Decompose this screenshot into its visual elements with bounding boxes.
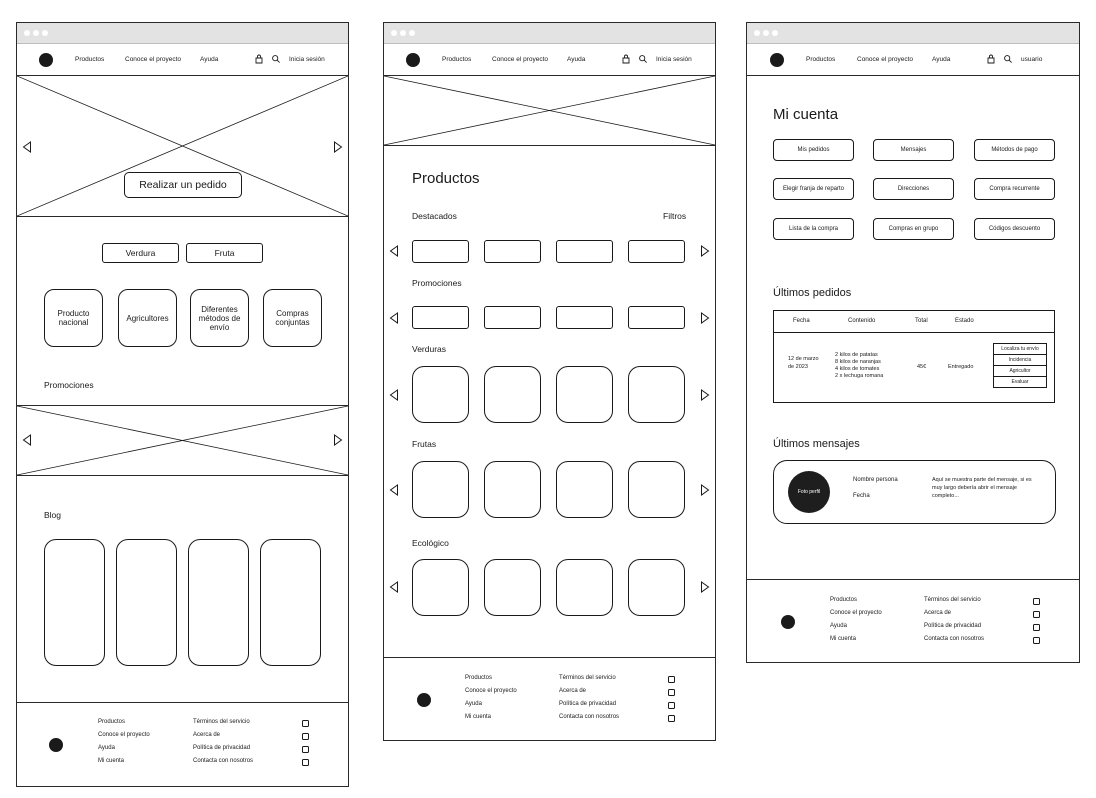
navbar bbox=[384, 44, 715, 76]
arrow-right-icon[interactable] bbox=[700, 245, 710, 257]
logo[interactable] bbox=[770, 53, 784, 67]
bag-icon[interactable] bbox=[254, 54, 264, 64]
product-card[interactable] bbox=[484, 559, 541, 616]
checkbox-icon[interactable] bbox=[1033, 611, 1040, 618]
profile-photo bbox=[788, 471, 830, 513]
feature-card[interactable]: Agricultores bbox=[118, 289, 177, 347]
footer-link-about[interactable]: Acerca de bbox=[559, 688, 587, 694]
footer-link-help[interactable]: Ayuda bbox=[465, 701, 482, 707]
track-shipment-button[interactable]: Localiza tu envío bbox=[993, 343, 1047, 355]
footer-link-about[interactable]: Acerca de bbox=[193, 732, 221, 738]
footer-link-project[interactable]: Conoce el proyecto bbox=[465, 688, 517, 694]
header-total: Total bbox=[915, 318, 928, 324]
checkbox-icon[interactable] bbox=[302, 759, 309, 766]
checkbox-icon[interactable] bbox=[302, 720, 309, 727]
product-card[interactable] bbox=[628, 559, 685, 616]
product-item[interactable] bbox=[628, 306, 685, 329]
order-actions bbox=[993, 343, 1047, 388]
message-date: Fecha bbox=[853, 493, 870, 499]
nav-products[interactable]: Productos bbox=[75, 56, 105, 63]
account-option-button[interactable]: Mensajes bbox=[873, 139, 954, 161]
arrow-left-icon[interactable] bbox=[389, 312, 399, 324]
page-title: Productos bbox=[412, 170, 480, 187]
footer-logo bbox=[417, 693, 431, 707]
product-card[interactable] bbox=[484, 461, 541, 518]
product-item[interactable] bbox=[484, 240, 541, 263]
filter-vegetable-button[interactable]: Verdura bbox=[102, 243, 179, 263]
account-option-button[interactable]: Mis pedidos bbox=[773, 139, 854, 161]
organic-heading: Ecológico bbox=[412, 538, 449, 548]
footer bbox=[17, 702, 348, 787]
arrow-right-icon[interactable] bbox=[700, 484, 710, 496]
window-dot[interactable] bbox=[400, 30, 406, 36]
checkbox-icon[interactable] bbox=[1033, 598, 1040, 605]
window-dot[interactable] bbox=[391, 30, 397, 36]
product-card[interactable] bbox=[628, 461, 685, 518]
products-window bbox=[383, 22, 716, 741]
order-item: 2 x lechuga romana bbox=[835, 373, 884, 379]
footer-link-account[interactable]: Mi cuenta bbox=[98, 758, 125, 764]
window-dot[interactable] bbox=[33, 30, 39, 36]
footer bbox=[747, 579, 1079, 663]
arrow-left-icon[interactable] bbox=[22, 434, 32, 446]
order-item: 8 kilos de naranjas bbox=[835, 359, 881, 365]
footer-link-products[interactable]: Productos bbox=[830, 597, 858, 603]
arrow-left-icon[interactable] bbox=[389, 389, 399, 401]
order-status: Entregado bbox=[948, 364, 974, 370]
checkbox-icon[interactable] bbox=[302, 746, 309, 753]
feature-card[interactable]: Compras conjuntas bbox=[263, 289, 322, 347]
product-item[interactable] bbox=[628, 240, 685, 263]
promotions-heading: Promociones bbox=[412, 278, 462, 288]
arrow-left-icon[interactable] bbox=[389, 581, 399, 593]
arrow-left-icon[interactable] bbox=[22, 141, 32, 153]
home-window bbox=[16, 22, 349, 787]
arrow-right-icon[interactable] bbox=[700, 389, 710, 401]
product-item[interactable] bbox=[412, 306, 469, 329]
search-icon[interactable] bbox=[271, 54, 281, 64]
account-option-button[interactable]: Métodos de pago bbox=[974, 139, 1055, 161]
footer bbox=[384, 657, 715, 741]
blog-card[interactable] bbox=[188, 539, 249, 666]
footer-link-privacy[interactable]: Política de privacidad bbox=[559, 701, 617, 707]
account-option-button[interactable]: Códigos descuento bbox=[974, 218, 1055, 240]
header-status: Estado bbox=[955, 318, 974, 324]
footer-link-help[interactable]: Ayuda bbox=[830, 623, 847, 629]
window-titlebar bbox=[384, 23, 715, 44]
order-total: 45€ bbox=[917, 364, 927, 370]
product-item[interactable] bbox=[412, 240, 469, 263]
footer-link-products[interactable]: Productos bbox=[465, 675, 493, 681]
footer-link-contact[interactable]: Contacta con nosotros bbox=[559, 714, 620, 720]
window-titlebar bbox=[17, 23, 348, 44]
footer-link-contact[interactable]: Contacta con nosotros bbox=[193, 758, 254, 764]
account-window bbox=[746, 22, 1080, 663]
table-row[interactable] bbox=[774, 334, 1054, 402]
footer-link-contact[interactable]: Contacta con nosotros bbox=[924, 636, 985, 642]
product-card[interactable] bbox=[556, 559, 613, 616]
footer-link-privacy[interactable]: Política de privacidad bbox=[924, 623, 982, 629]
nav-user[interactable]: usuario bbox=[1021, 56, 1043, 63]
product-card[interactable] bbox=[412, 461, 469, 518]
nav-help[interactable]: Ayuda bbox=[567, 56, 586, 63]
product-item[interactable] bbox=[556, 240, 613, 263]
footer-logo bbox=[49, 738, 63, 752]
promotions-heading: Promociones bbox=[44, 380, 94, 390]
product-card[interactable] bbox=[412, 366, 469, 423]
checkbox-icon[interactable] bbox=[668, 676, 675, 683]
footer-link-terms[interactable]: Términos del servicio bbox=[193, 719, 250, 725]
window-dot[interactable] bbox=[772, 30, 778, 36]
evaluate-button[interactable]: Evaluar bbox=[993, 376, 1047, 388]
search-icon[interactable] bbox=[638, 54, 648, 64]
product-card[interactable] bbox=[628, 366, 685, 423]
order-button[interactable]: Realizar un pedido bbox=[124, 172, 242, 198]
feature-card[interactable]: Producto nacional bbox=[44, 289, 103, 347]
footer-link-products[interactable]: Productos bbox=[98, 719, 126, 725]
checkbox-icon[interactable] bbox=[302, 733, 309, 740]
order-item: 2 kilos de patatas bbox=[835, 352, 878, 358]
nav-project[interactable]: Conoce el proyecto bbox=[125, 56, 182, 63]
footer-link-account[interactable]: Mi cuenta bbox=[465, 714, 492, 720]
profile-photo-label: Foto perfil bbox=[797, 489, 821, 495]
promotions-image-placeholder bbox=[17, 405, 348, 476]
window-dot[interactable] bbox=[409, 30, 415, 36]
blog-card[interactable] bbox=[44, 539, 105, 666]
footer-link-privacy[interactable]: Política de privacidad bbox=[193, 745, 251, 751]
feature-card[interactable]: Diferentes métodos de envío bbox=[190, 289, 249, 347]
orders-table bbox=[773, 310, 1055, 403]
nav-project[interactable]: Conoce el proyecto bbox=[492, 56, 549, 63]
fruits-heading: Frutas bbox=[412, 439, 437, 449]
arrow-left-icon[interactable] bbox=[389, 245, 399, 257]
header-date: Fecha bbox=[793, 318, 810, 324]
nav-products[interactable]: Productos bbox=[442, 56, 472, 63]
product-item[interactable] bbox=[556, 306, 613, 329]
checkbox-icon[interactable] bbox=[1033, 624, 1040, 631]
blog-heading: Blog bbox=[44, 510, 62, 520]
incident-button[interactable]: Incidencia bbox=[993, 354, 1047, 366]
product-card[interactable] bbox=[412, 559, 469, 616]
blog-card[interactable] bbox=[260, 539, 321, 666]
window-dot[interactable] bbox=[754, 30, 760, 36]
product-card[interactable] bbox=[556, 366, 613, 423]
account-option-button[interactable]: Direcciones bbox=[873, 178, 954, 200]
message-sender: Nombre persona bbox=[853, 477, 898, 483]
search-icon[interactable] bbox=[1003, 54, 1013, 64]
footer-link-help[interactable]: Ayuda bbox=[98, 745, 115, 751]
arrow-right-icon[interactable] bbox=[700, 581, 710, 593]
arrow-left-icon[interactable] bbox=[389, 484, 399, 496]
footer-link-account[interactable]: Mi cuenta bbox=[830, 636, 857, 642]
messages-heading: Últimos mensajes bbox=[773, 438, 860, 450]
footer-link-project[interactable]: Conoce el proyecto bbox=[98, 732, 150, 738]
page-title: Mi cuenta bbox=[773, 106, 839, 123]
message-preview: Aquí se muestra parte del mensaje, si es muy largo debería abrir el mensaje completo... bbox=[932, 477, 1032, 499]
account-option-button[interactable]: Compras en grupo bbox=[873, 218, 954, 240]
footer-logo bbox=[781, 615, 795, 629]
account-option-button[interactable]: Elegir franja de reparto bbox=[773, 178, 854, 200]
account-option-button[interactable]: Compra recurrente bbox=[974, 178, 1055, 200]
checkbox-icon[interactable] bbox=[668, 715, 675, 722]
footer-link-project[interactable]: Conoce el proyecto bbox=[830, 610, 882, 616]
message-card[interactable] bbox=[773, 460, 1056, 524]
footer-link-terms[interactable]: Términos del servicio bbox=[924, 597, 981, 603]
checkbox-icon[interactable] bbox=[668, 702, 675, 709]
window-dot[interactable] bbox=[42, 30, 48, 36]
order-item: 4 kilos de tomates bbox=[835, 366, 880, 372]
checkbox-icon[interactable] bbox=[1033, 637, 1040, 644]
product-card[interactable] bbox=[484, 366, 541, 423]
logo[interactable] bbox=[406, 53, 420, 67]
footer-link-terms[interactable]: Términos del servicio bbox=[559, 675, 616, 681]
footer-link-about[interactable]: Acerca de bbox=[924, 610, 952, 616]
farmer-button[interactable]: Agricultor bbox=[993, 365, 1047, 377]
vegetables-heading: Verduras bbox=[412, 344, 447, 354]
filters-link[interactable]: Filtros bbox=[663, 211, 687, 221]
orders-heading: Últimos pedidos bbox=[773, 287, 852, 299]
blog-card[interactable] bbox=[116, 539, 177, 666]
bag-icon[interactable] bbox=[621, 54, 631, 64]
window-dot[interactable] bbox=[24, 30, 30, 36]
arrow-right-icon[interactable] bbox=[333, 141, 343, 153]
orders-table-header bbox=[774, 311, 1054, 333]
bag-icon[interactable] bbox=[986, 54, 996, 64]
order-date: 12 de marzo de 2023 bbox=[788, 356, 819, 370]
logo[interactable] bbox=[39, 53, 53, 67]
nav-login[interactable]: Inicia sesión bbox=[289, 56, 325, 63]
nav-products[interactable]: Productos bbox=[806, 56, 836, 63]
product-item[interactable] bbox=[484, 306, 541, 329]
nav-project[interactable]: Conoce el proyecto bbox=[857, 56, 914, 63]
banner-image-placeholder bbox=[384, 76, 715, 146]
filter-fruit-button[interactable]: Fruta bbox=[186, 243, 263, 263]
nav-help[interactable]: Ayuda bbox=[200, 56, 219, 63]
account-option-button[interactable]: Lista de la compra bbox=[773, 218, 854, 240]
product-card[interactable] bbox=[556, 461, 613, 518]
header-content: Contenido bbox=[848, 318, 876, 324]
window-titlebar bbox=[747, 23, 1079, 44]
featured-heading: Destacados bbox=[412, 211, 457, 221]
navbar bbox=[747, 44, 1079, 76]
nav-login[interactable]: Inicia sesión bbox=[656, 56, 692, 63]
arrow-right-icon[interactable] bbox=[333, 434, 343, 446]
navbar bbox=[17, 44, 348, 76]
checkbox-icon[interactable] bbox=[668, 689, 675, 696]
arrow-right-icon[interactable] bbox=[700, 312, 710, 324]
window-dot[interactable] bbox=[763, 30, 769, 36]
nav-help[interactable]: Ayuda bbox=[932, 56, 951, 63]
